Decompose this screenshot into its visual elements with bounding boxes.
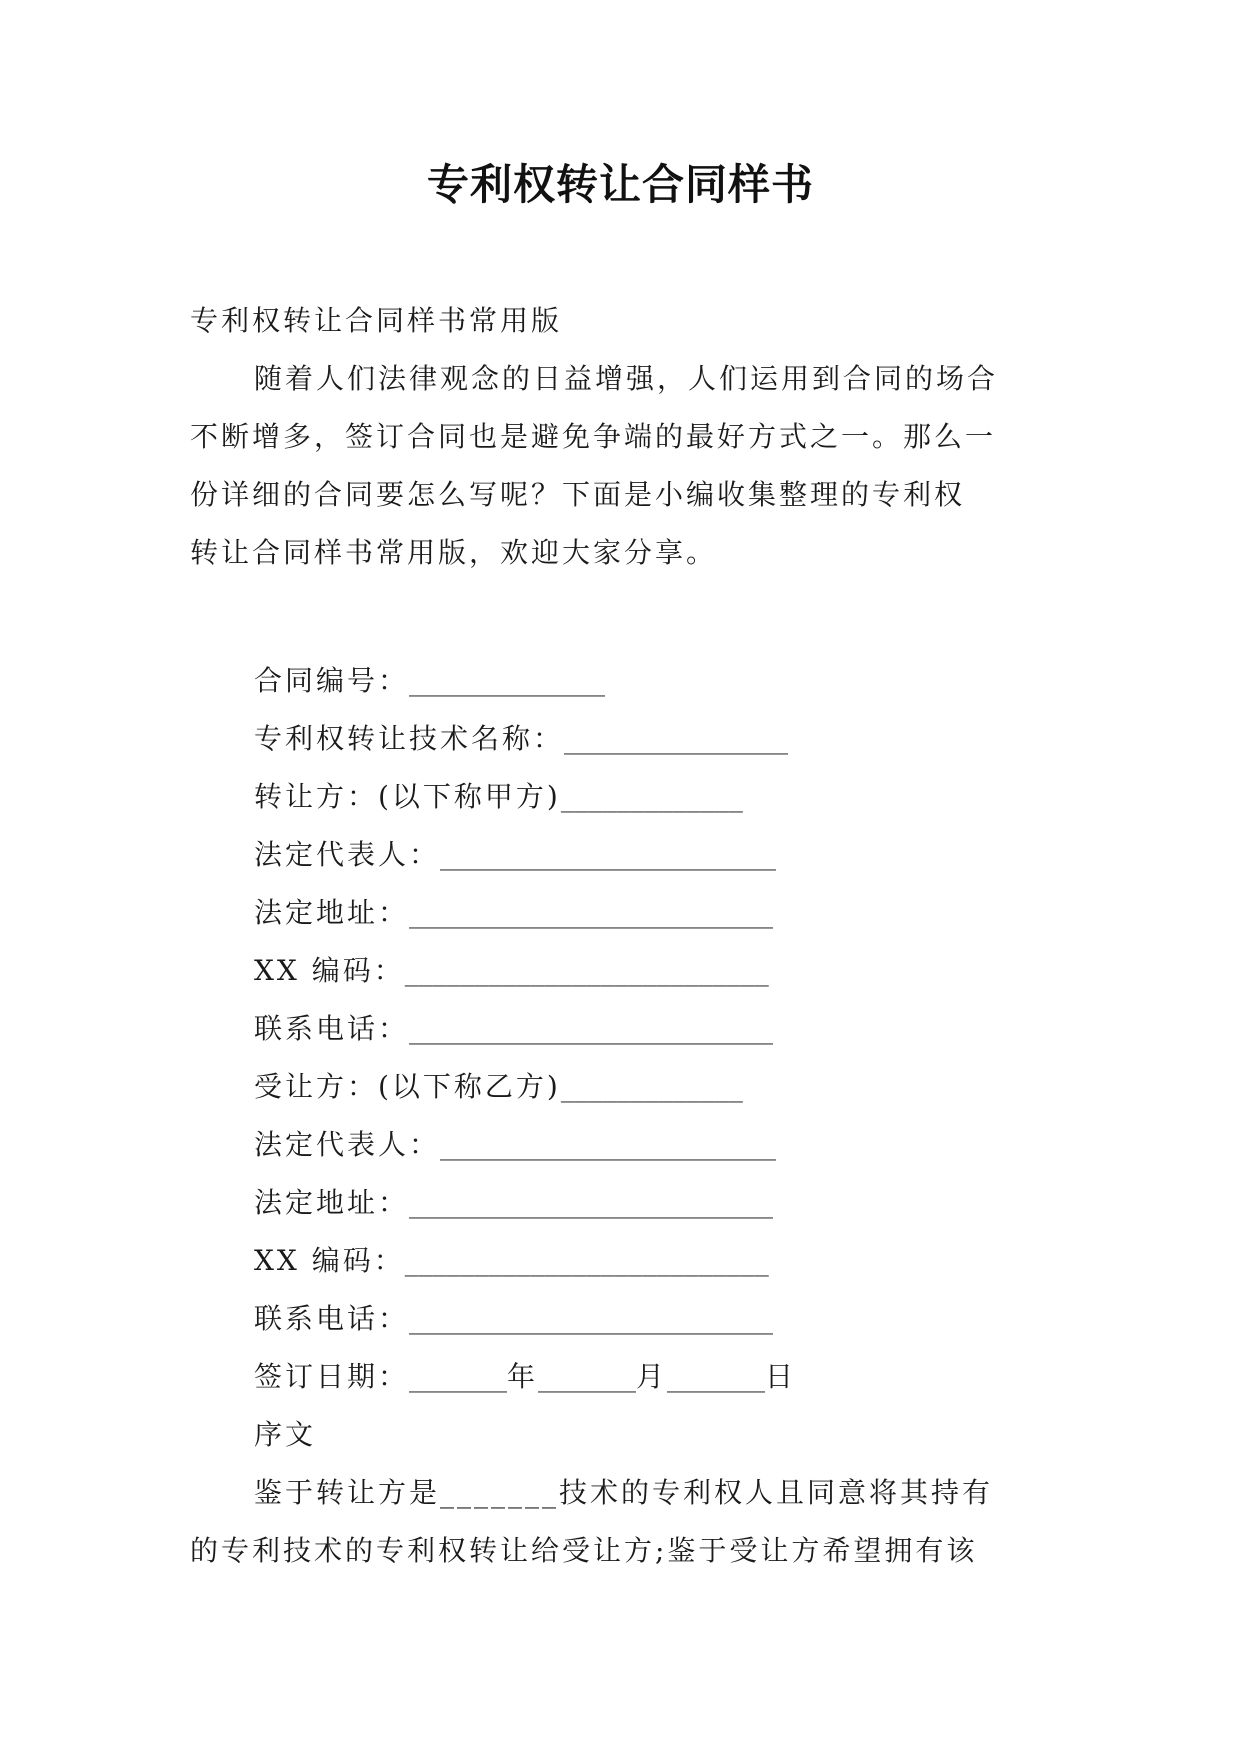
preface-line: 鉴于转让方是_______技术的专利权人且同意将其持有 bbox=[254, 1476, 994, 1509]
intro-line: 份详细的合同要怎么写呢？下面是小编收集整理的专利权 bbox=[190, 478, 966, 511]
sign-date-label: 签订日期： bbox=[254, 1360, 410, 1393]
field-blank: __________________________ bbox=[409, 1012, 774, 1045]
field-label: 法定代表人： bbox=[254, 1128, 441, 1161]
sign-date-month-unit: 月 bbox=[636, 1360, 668, 1393]
document-subtitle: 专利权转让合同样书常用版 bbox=[190, 304, 563, 337]
field-legal-address-b bbox=[190, 1174, 1052, 1232]
intro-line: 随着人们法律观念的日益增强，人们运用到合同的场合 bbox=[254, 362, 999, 395]
field-blank: ________________ bbox=[564, 722, 789, 755]
field-blank: ________________________ bbox=[440, 1128, 777, 1161]
intro-line: 转让合同样书常用版，欢迎大家分享。 bbox=[190, 536, 718, 569]
field-blank: __________________________ bbox=[404, 1244, 769, 1277]
field-blank: __________________________ bbox=[409, 1186, 774, 1219]
field-blank: _____________ bbox=[560, 1070, 743, 1103]
field-contract-number bbox=[190, 652, 1052, 710]
field-legal-representative-b bbox=[190, 1116, 1052, 1174]
sign-date-year-blank: _______ bbox=[409, 1360, 508, 1393]
field-legal-address-a bbox=[190, 884, 1052, 942]
field-label: 法定代表人： bbox=[254, 838, 441, 871]
field-label: 合同编号： bbox=[254, 664, 410, 697]
field-code-a bbox=[190, 942, 1052, 1000]
field-label: 联系电话： bbox=[254, 1302, 410, 1335]
sign-date-year-unit: 年 bbox=[507, 1360, 539, 1393]
field-code-b bbox=[190, 1232, 1052, 1290]
field-blank: ________________________ bbox=[440, 838, 777, 871]
sign-date-month-blank: _______ bbox=[538, 1360, 637, 1393]
sign-date-day-unit: 日 bbox=[765, 1360, 797, 1393]
sign-date-day-blank: _______ bbox=[667, 1360, 766, 1393]
field-blank: __________________________ bbox=[404, 954, 769, 987]
field-label: XX 编码： bbox=[254, 954, 405, 987]
field-label: 法定地址： bbox=[254, 1186, 410, 1219]
field-label: 受让方：(以下称乙方) bbox=[254, 1070, 561, 1103]
field-transferee bbox=[190, 1058, 1052, 1116]
field-phone-b bbox=[190, 1290, 1052, 1348]
field-label: 法定地址： bbox=[254, 896, 410, 929]
field-technology-name bbox=[190, 710, 1052, 768]
field-phone-a bbox=[190, 1000, 1052, 1058]
field-label: 专利权转让技术名称： bbox=[254, 722, 565, 755]
field-blank: ______________ bbox=[409, 664, 606, 697]
field-label: 转让方：(以下称甲方) bbox=[254, 780, 561, 813]
field-legal-representative-a bbox=[190, 826, 1052, 884]
field-label: XX 编码： bbox=[254, 1244, 405, 1277]
field-blank: _____________ bbox=[560, 780, 743, 813]
section-gap bbox=[190, 582, 1052, 652]
field-sign-date bbox=[190, 1348, 1052, 1406]
preface-line: 的专利技术的专利权转让给受让方;鉴于受让方希望拥有该 bbox=[190, 1534, 978, 1567]
field-transferor bbox=[190, 768, 1052, 826]
field-blank: __________________________ bbox=[409, 896, 774, 929]
field-label: 联系电话： bbox=[254, 1012, 410, 1045]
intro-line: 不断增多，签订合同也是避免争端的最好方式之一。那么一 bbox=[190, 420, 997, 453]
preface-heading: 序文 bbox=[254, 1418, 317, 1451]
field-blank: __________________________ bbox=[409, 1302, 774, 1335]
document-body bbox=[190, 292, 1052, 1580]
document-title: 专利权转让合同样书 bbox=[426, 160, 814, 209]
